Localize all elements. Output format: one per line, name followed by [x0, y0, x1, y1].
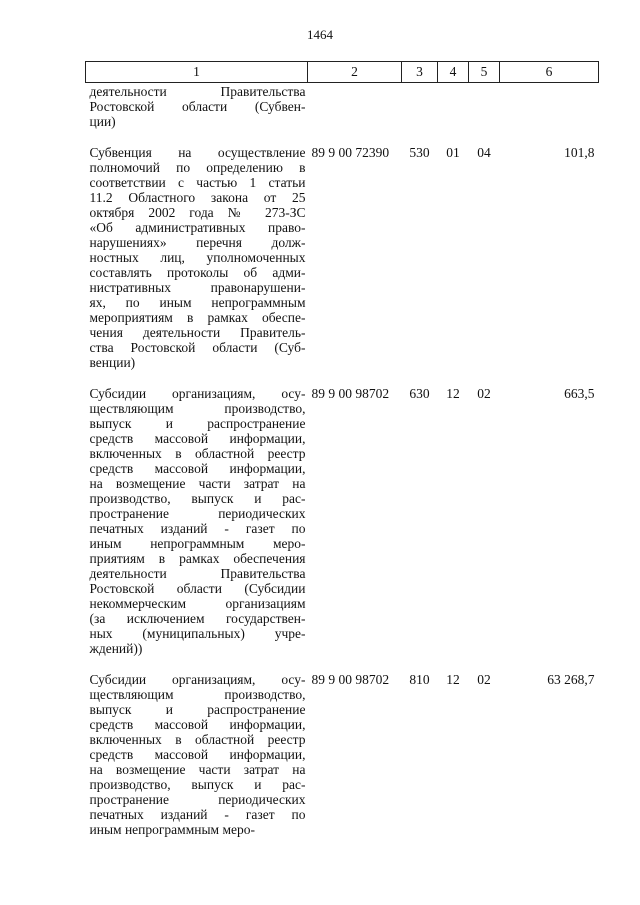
description-line: Ростовской области (Субсидии	[89, 581, 306, 596]
row-code: 89 9 00 98702	[311, 386, 390, 401]
table-row	[86, 386, 599, 672]
description-line: венции)	[89, 355, 136, 370]
description-line: ществляющим производство,	[89, 687, 306, 702]
description-line: Ростовской области (Субвен-	[89, 99, 306, 114]
column-header-4: 4	[438, 62, 469, 83]
row-code: 89 9 00 72390	[311, 145, 390, 160]
row-amount: 63 268,7	[547, 672, 595, 687]
description-line: Субвенция на осуществление	[89, 145, 306, 160]
table-header	[86, 62, 599, 83]
description-line: 11.2 Областного закона от 25	[89, 190, 306, 205]
description-line: средств массовой информации,	[89, 431, 306, 446]
description-line: октября 2002 года № 273-ЗС	[89, 205, 306, 220]
page-number: 1464	[307, 27, 333, 42]
description-line: средств массовой информации,	[89, 747, 306, 762]
row-col5: 02	[477, 386, 491, 401]
row-col5: 04	[477, 145, 491, 160]
column-header-6: 6	[500, 62, 599, 83]
description-line: нистративных правонарушени-	[89, 280, 306, 295]
description-line: ях, по иным непрограммным	[89, 295, 306, 310]
description-line: средств массовой информации,	[89, 461, 306, 476]
description-line: деятельности Правительства	[89, 566, 306, 581]
description-line: включенных в областной реестр	[89, 446, 306, 461]
row-amount: 101,8	[564, 145, 595, 160]
description-line: (за исключением государствен-	[89, 611, 306, 626]
description-line: выпуск и распространение	[89, 416, 306, 431]
table-row	[86, 672, 599, 853]
description-line: Субсидии организациям, осу-	[89, 672, 306, 687]
description-line: включенных в областной реестр	[89, 732, 306, 747]
description-line: «Об административных право-	[89, 220, 306, 235]
description-line: ществляющим производство,	[89, 401, 306, 416]
row-description	[86, 83, 308, 146]
row-description	[86, 145, 308, 386]
description-line: приятиям в рамках обеспечения	[89, 551, 306, 566]
header-row	[86, 62, 599, 83]
row-col4	[438, 83, 469, 146]
column-header-5: 5	[469, 62, 500, 83]
description-line: печатных изданий - газет по	[89, 807, 306, 822]
row-code: 89 9 00 98702	[311, 672, 390, 687]
description-line: средств массовой информации,	[89, 717, 306, 732]
description-line: чения деятельности Правитель-	[89, 325, 306, 340]
description-line: некоммерческим организациям	[89, 596, 306, 611]
description-line: деятельности Правительства	[89, 84, 306, 99]
row-col3: 630	[409, 386, 430, 401]
description-line: полномочий по определению в	[89, 160, 306, 175]
description-line: нарушениях» перечня долж-	[89, 235, 306, 250]
row-col4: 01	[446, 145, 460, 160]
description-line: ждений))	[89, 641, 143, 656]
description-line: на возмещение части затрат на	[89, 476, 306, 491]
description-line: соответствии с частью 1 статьи	[89, 175, 306, 190]
table-body	[86, 83, 599, 854]
description-line: производство, выпуск и рас-	[89, 777, 306, 792]
row-col5	[469, 83, 500, 146]
row-col3	[402, 83, 438, 146]
description-line: мероприятиям в рамках обеспе-	[89, 310, 306, 325]
column-header-3: 3	[402, 62, 438, 83]
description-line: производство, выпуск и рас-	[89, 491, 306, 506]
description-line: ции)	[89, 114, 116, 129]
row-description	[86, 672, 308, 853]
table-row	[86, 145, 599, 386]
description-line: на возмещение части затрат на	[89, 762, 306, 777]
description-line: выпуск и распространение	[89, 702, 306, 717]
column-header-1: 1	[86, 62, 308, 83]
description-line: пространение периодических	[89, 792, 306, 807]
row-col4: 12	[446, 386, 460, 401]
description-line: составлять протоколы об адми-	[89, 265, 306, 280]
description-line: печатных изданий - газет по	[89, 521, 306, 536]
column-header-2: 2	[308, 62, 402, 83]
row-col3: 530	[409, 145, 430, 160]
description-line: пространение периодических	[89, 506, 306, 521]
description-line: иным непрограммным меро-	[89, 822, 255, 837]
row-col5: 02	[477, 672, 491, 687]
row-amount	[500, 83, 599, 146]
row-col3: 810	[409, 672, 430, 687]
description-line: ных (муниципальных) учре-	[89, 626, 306, 641]
budget-table	[85, 61, 599, 853]
row-code	[308, 83, 402, 146]
row-amount: 663,5	[564, 386, 595, 401]
description-line: Субсидии организациям, осу-	[89, 386, 306, 401]
row-description	[86, 386, 308, 672]
description-line: ства Ростовской области (Суб-	[89, 340, 306, 355]
description-line: ностных лиц, уполномоченных	[89, 250, 306, 265]
row-col4: 12	[446, 672, 460, 687]
description-line: иным непрограммным меро-	[89, 536, 306, 551]
table-row	[86, 83, 599, 146]
